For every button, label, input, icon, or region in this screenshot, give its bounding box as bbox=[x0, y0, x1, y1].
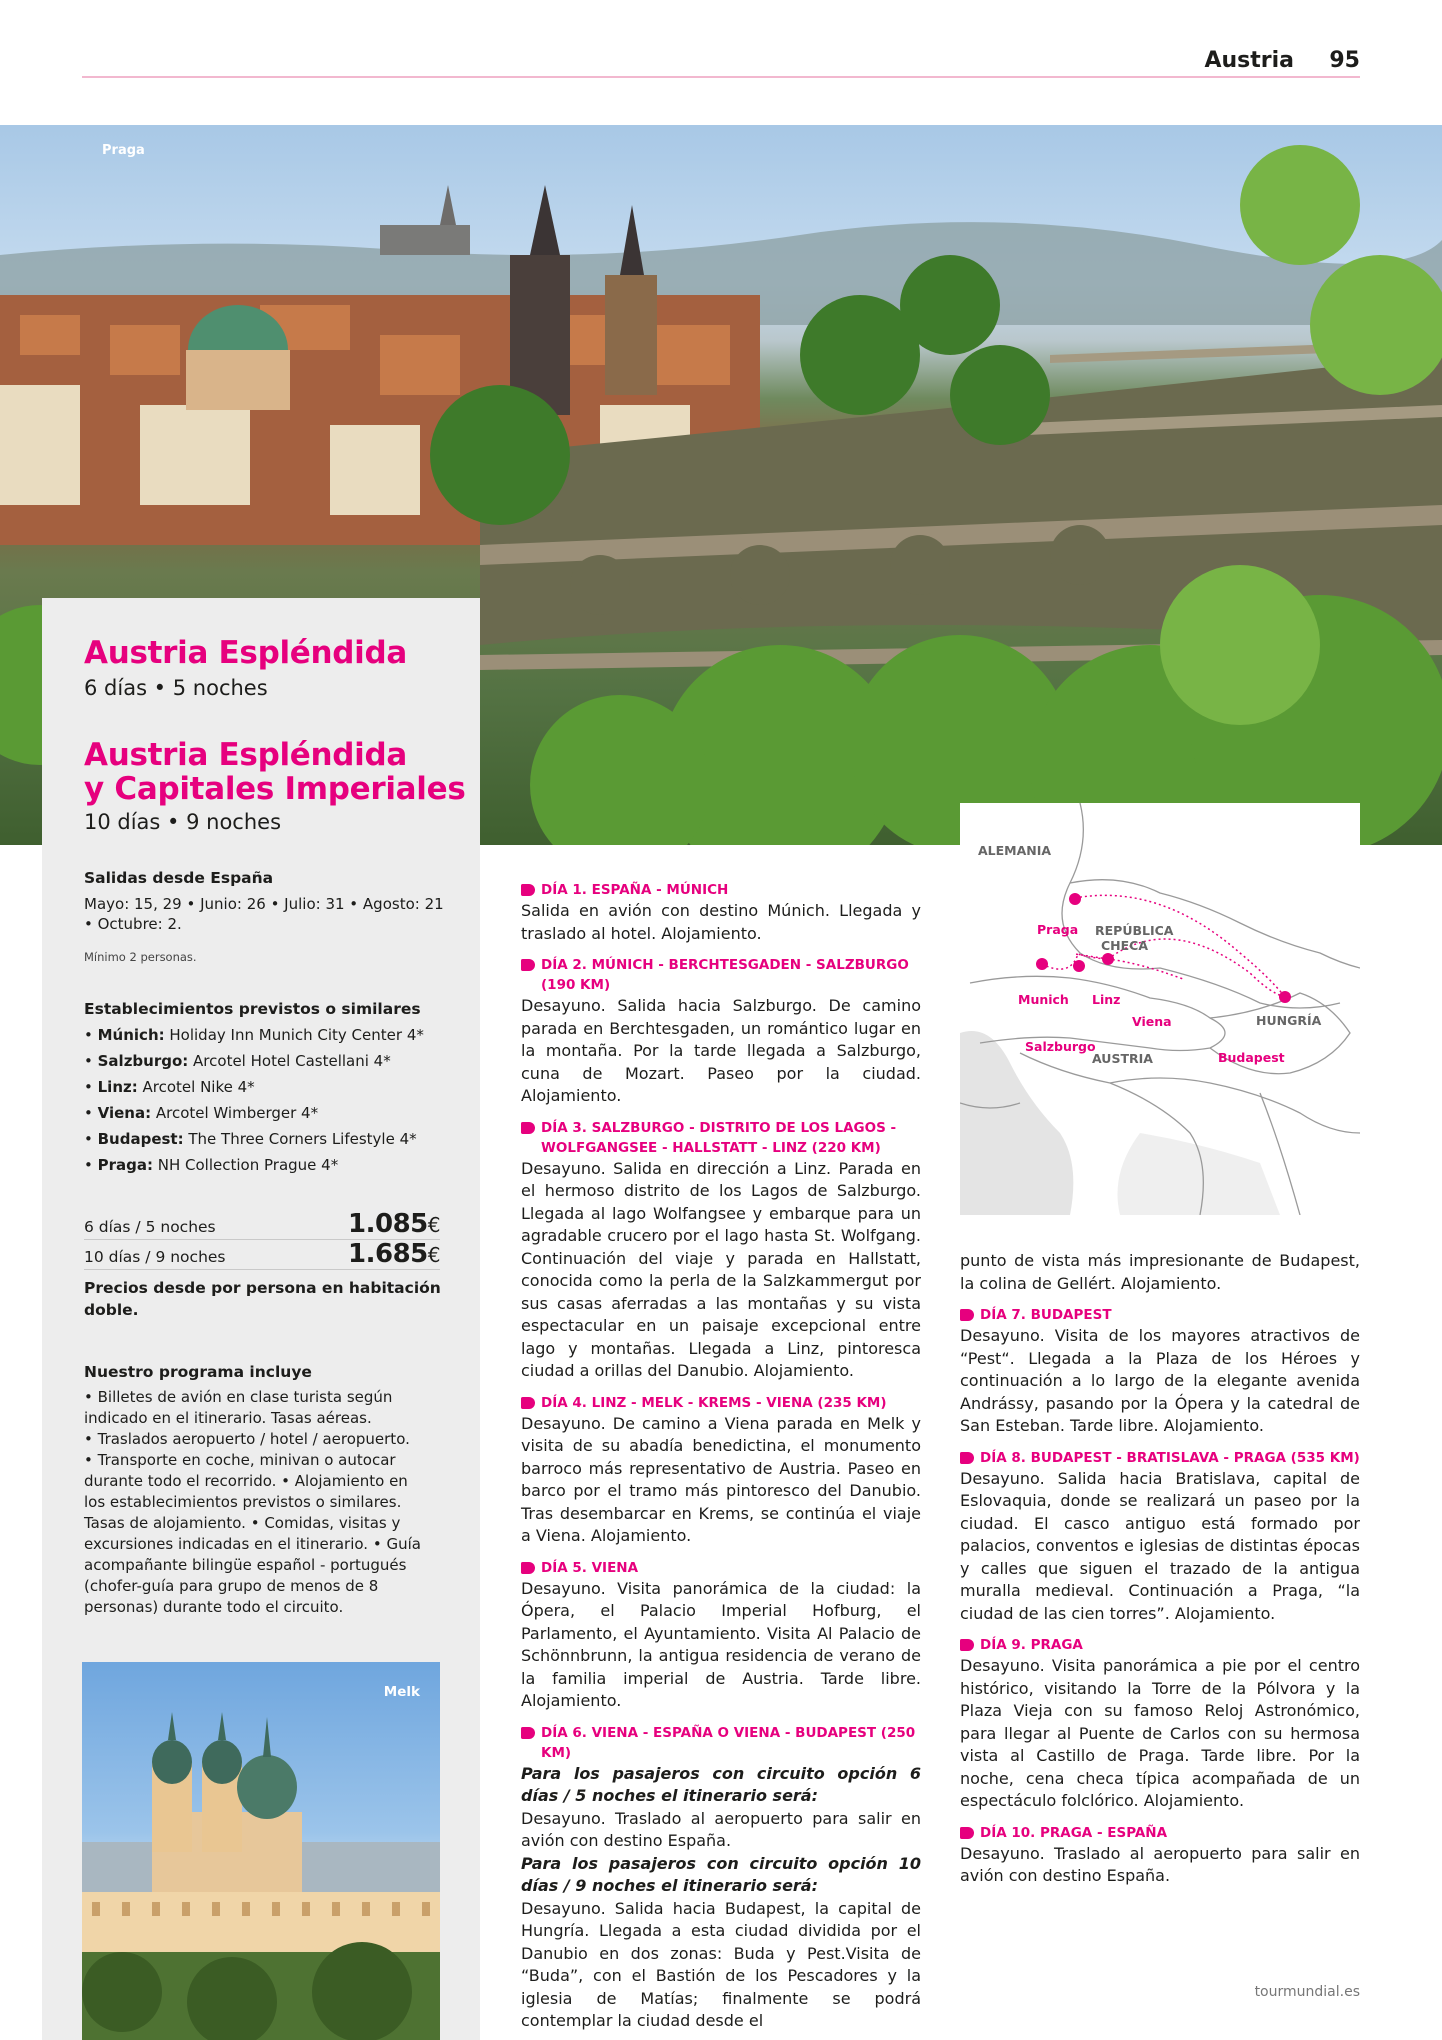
trip1-title: Austria Espléndida bbox=[84, 635, 408, 671]
price-note-line1: Precios desde por persona en habitación bbox=[84, 1279, 441, 1297]
day-text: punto de vista más impresionante de Budapest, la colina de Gellért. Alojamiento. bbox=[960, 1251, 1360, 1293]
program-heading: Nuestro programa incluye bbox=[84, 1363, 312, 1381]
price-row-10-days bbox=[84, 1240, 440, 1270]
day-tag-icon bbox=[521, 1562, 535, 1574]
map-country-hungria: HUNGRÍA bbox=[1256, 1013, 1322, 1028]
hero-caption: Praga bbox=[102, 143, 145, 158]
day-tag-icon bbox=[521, 1122, 535, 1134]
footer-website[interactable]: tourmundial.es bbox=[1254, 1984, 1360, 2000]
day-text: Desayuno. Salida en dirección a Linz. Parada en el hermoso distrito de los Lagos de Salzburgo. Llegada al lago Wolfangsee y embarque para un agradable crucero por el lago hasta St. Wolfgang. Continuación del viaje y parada en Hallstatt, conocida como la perla de la Salzkammergut por sus casas aferradas a las montañas y su vista espectacular en un paisaje excepcional entre lago y montañas. Llegada a Linz, pintoresca ciudad a orillas del Danubio. Alojamiento. bbox=[521, 1158, 921, 1380]
departures-heading: Salidas desde España bbox=[84, 869, 274, 887]
day-tag-icon bbox=[960, 1639, 974, 1651]
day-text: Desayuno. Visita panorámica a pie por el centro histórico, visitando la Torre de la Pólvora y la Plaza Vieja con su famoso Reloj Astronómico, para llegar al Puente de Carlos con su hermosa vista al Castillo de Praga. Tarde libre. Por la noche, cena checa típica acompañada de un espectáculo folclórico. Alojamiento. bbox=[960, 1656, 1360, 1810]
day-text: Desayuno. Visita de los mayores atractivos de “Pest“. Llegada a la Plaza de los Héroes y continuación a lo largo de la elegante avenida Andrássy, pasando por la Ópera y la catedral de San Esteban. Tarde libre. Alojamiento. bbox=[960, 1326, 1360, 1435]
day-tag-icon bbox=[960, 1309, 974, 1321]
day-text: Desayuno. Salida hacia Salzburgo. De camino parada en Berchtesgaden, un romántico lugar en la montaña. Por la tarde llegada a Salzburgo, cuna de Mozart. Paseo por la ciudad. Alojamiento. bbox=[521, 996, 921, 1105]
day-text: Desayuno. Traslado al aeropuerto para salir en avión con destino España. bbox=[521, 1808, 921, 1850]
day-text: Desayuno. Visita panorámica de la ciudad: la Ópera, el Palacio Imperial Hofburg, el Parlamento, el Ayuntamiento. Visita Al Palacio de Schönnbrunn, la antigua residencia de verano de la familia imperial de Austria. Tarde libre. Alojamiento. bbox=[521, 1578, 921, 1710]
hotel-item: • Salzburgo: Arcotel Hotel Castellani 4* bbox=[84, 1052, 391, 1070]
day-tag-icon bbox=[960, 1827, 974, 1839]
day-text: Desayuno. De camino a Viena parada en Melk y visita de su abadía benedictina, el monumento barroco más representativo de Austria. Paseo en barco por el tramo más pintoresco del Danubio. Tras desembarcar en Krems, se continúa el viaje a Viena. Alojamiento. bbox=[521, 1413, 921, 1545]
map-city-praga: Praga bbox=[1037, 922, 1079, 937]
day-text: Desayuno. Salida hacia Budapest, la capital de Hungría. Llegada a esta ciudad dividida por el Danubio en dos zonas: Buda y Pest.Visita de “Buda”, con el Bastión de los Pescadores y la iglesia de Matías; finalmente se podrá contemplar la ciudad desde el bbox=[521, 1898, 921, 2030]
trip1-duration: 6 días • 5 noches bbox=[84, 676, 268, 700]
price-row-6-days bbox=[84, 1210, 440, 1240]
day-heading: DÍA 8. BUDAPEST - BRATISLAVA - PRAGA (535 KM) bbox=[960, 1448, 1360, 1468]
price-value: 1.085€ bbox=[348, 1209, 440, 1239]
map-country-checa: CHECA bbox=[1101, 938, 1149, 953]
day-tag-icon bbox=[521, 1727, 535, 1739]
day-heading: DÍA 3. SALZBURGO - DISTRITO DE LOS LAGOS - WOLFGANGSEE - HALLSTATT - LINZ (220 KM) bbox=[521, 1118, 921, 1158]
day-option-heading: Para los pasajeros con circuito opción 6 días / 5 noches el itinerario será: bbox=[521, 1763, 921, 1805]
map-illustration bbox=[960, 803, 1360, 1215]
price-note-line2: doble. bbox=[84, 1301, 139, 1319]
day-heading: DÍA 2. MÚNICH - BERCHTESGADEN - SALZBURGO (190 KM) bbox=[521, 955, 921, 995]
map-country-republica: REPÚBLICA bbox=[1095, 923, 1174, 938]
hotel-list bbox=[84, 1022, 464, 1178]
map-country-alemania: ALEMANIA bbox=[978, 843, 1052, 858]
day-tag-icon bbox=[521, 884, 535, 896]
map-city-budapest: Budapest bbox=[1218, 1050, 1285, 1065]
section-title: Austria bbox=[1204, 48, 1294, 73]
day-tag-icon bbox=[960, 1452, 974, 1464]
day-tag-icon bbox=[521, 959, 535, 971]
day-option-heading: Para los pasajeros con circuito opción 10 días / 9 noches el itinerario será: bbox=[521, 1853, 921, 1895]
hotel-item: • Budapest: The Three Corners Lifestyle 4* bbox=[84, 1130, 417, 1148]
hotel-item: • Praga: NH Collection Prague 4* bbox=[84, 1156, 339, 1174]
map-city-linz: Linz bbox=[1092, 992, 1121, 1007]
trip2-title-line1: Austria Espléndida bbox=[84, 737, 408, 773]
trip2-title-line2: y Capitales Imperiales bbox=[84, 771, 466, 807]
hotel-item: • Linz: Arcotel Nike 4* bbox=[84, 1078, 255, 1096]
melk-illustration bbox=[82, 1662, 440, 2040]
program-text: • Billetes de avión en clase turista según indicado en el itinerario. Tasas aéreas. • Traslados aeropuerto / hotel / aeropuerto. • Transporte en coche, minivan o autocar durante todo el recorrido. • Alojamiento en los establecimientos previstos o similares. Tasas de alojamiento. • Comidas, visitas y excursiones indicadas en el itinerario. • Guía acompañante bilingüe español - portugués (chofer-guía para grupo de menos de 8 personas) durante todo el circuito. bbox=[84, 1388, 421, 1616]
map-city-salzburgo: Salzburgo bbox=[1025, 1039, 1096, 1054]
departures-dates-line1: Mayo: 15, 29 • Junio: 26 • Julio: 31 • Agosto: 21 bbox=[84, 895, 444, 913]
day-text: Desayuno. Traslado al aeropuerto para salir en avión con destino España. bbox=[960, 1843, 1360, 1885]
melk-abbey-photo bbox=[82, 1662, 440, 2040]
map-city-viena: Viena bbox=[1132, 1014, 1172, 1029]
day-heading: DÍA 9. PRAGA bbox=[960, 1635, 1360, 1655]
melk-caption: Melk bbox=[383, 1684, 420, 1700]
map-city-munich: Munich bbox=[1018, 992, 1069, 1007]
page-header bbox=[82, 46, 1360, 76]
day-tag-icon bbox=[521, 1397, 535, 1409]
day-heading: DÍA 5. VIENA bbox=[521, 1558, 921, 1578]
departures-dates-line2: • Octubre: 2. bbox=[84, 915, 182, 933]
day-heading: DÍA 4. LINZ - MELK - KREMS - VIENA (235 KM) bbox=[521, 1393, 921, 1413]
page-number: 95 bbox=[1329, 48, 1360, 73]
day-heading: DÍA 1. ESPAÑA - MÚNICH bbox=[521, 880, 921, 900]
itinerary-column-1 bbox=[521, 880, 921, 2033]
trip2-duration: 10 días • 9 noches bbox=[84, 810, 282, 834]
price-label: 10 días / 9 noches bbox=[84, 1248, 226, 1266]
map-country-austria: AUSTRIA bbox=[1092, 1051, 1153, 1066]
price-value: 1.685€ bbox=[348, 1239, 440, 1269]
day-heading: DÍA 6. VIENA - ESPAÑA O VIENA - BUDAPEST (250 KM) bbox=[521, 1723, 921, 1763]
day-text: Desayuno. Salida hacia Bratislava, capital de Eslovaquia, donde se realizará un paseo por la ciudad. El casco antiguo está formado por palacios, conventos e iglesias de distintas épocas y calles que siguen el trazado de la antigua muralla medieval. Continuación a Praga, “la ciudad de las cien torres”. Alojamiento. bbox=[960, 1468, 1360, 1623]
route-map bbox=[960, 803, 1360, 1215]
hotel-item: • Múnich: Holiday Inn Munich City Center 4* bbox=[84, 1026, 424, 1044]
hotel-item: • Viena: Arcotel Wimberger 4* bbox=[84, 1104, 319, 1122]
minimum-people: Mínimo 2 personas. bbox=[84, 950, 197, 964]
price-label: 6 días / 5 noches bbox=[84, 1218, 216, 1236]
itinerary-column-2 bbox=[960, 1250, 1360, 1888]
hotels-heading: Establecimientos previstos o similares bbox=[84, 1000, 421, 1018]
day-text: Salida en avión con destino Múnich. Llegada y traslado al hotel. Alojamiento. bbox=[521, 901, 921, 943]
day-heading: DÍA 7. BUDAPEST bbox=[960, 1305, 1360, 1325]
header-divider bbox=[82, 76, 1360, 78]
day-heading: DÍA 10. PRAGA - ESPAÑA bbox=[960, 1823, 1360, 1843]
